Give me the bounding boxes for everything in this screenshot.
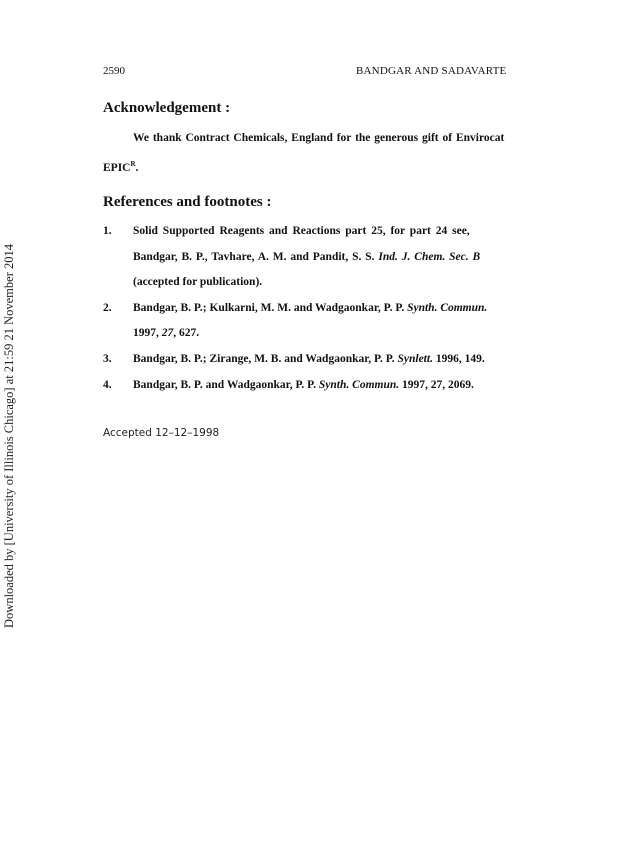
reference-1-line-2	[133, 251, 480, 263]
reference-4-pages: , 27, 2069.	[425, 379, 474, 391]
reference-1-number: 1.	[103, 225, 112, 237]
reference-2-authors: Bandgar, B. P.; Kulkarni, M. M. and Wadgaonkar, P. P.	[133, 302, 408, 314]
acknowledgement-product: EPIC	[103, 161, 131, 174]
reference-2-line-1	[133, 302, 487, 314]
reference-2-line-2	[133, 327, 199, 339]
reference-1-line-1: Solid Supported Reagents and Reactions part 25, for part 24 see,	[133, 225, 470, 237]
registered-mark: R	[130, 160, 136, 168]
accepted-date: Accepted 12–12–1998	[103, 427, 220, 439]
reference-2-separator: ,	[156, 327, 162, 339]
reference-4-journal: Synth. Commun.	[318, 379, 400, 391]
reference-4-number: 4.	[103, 379, 112, 391]
acknowledgement-line-1: We thank Contract Chemicals, England for the generous gift of Envirocat	[133, 132, 505, 144]
reference-2-pages: , 627.	[173, 327, 200, 339]
reference-2-volume: 27	[161, 327, 174, 339]
reference-3-line	[133, 353, 485, 365]
reference-2-journal: Synth. Commun.	[407, 302, 488, 314]
acknowledgement-period: .	[135, 161, 139, 174]
reference-1-line-3: (accepted for publication).	[133, 276, 263, 288]
reference-3-authors: Bandgar, B. P.; Zirange, M. B. and Wadgaonkar, P. P.	[133, 353, 398, 365]
acknowledgement-heading: Acknowledgement :	[103, 100, 231, 116]
reference-1-journal: Ind. J. Chem. Sec. B	[378, 251, 481, 263]
download-watermark: Downloaded by [University of Illinois Chicago] at 21:59 21 November 2014	[2, 244, 16, 628]
references-heading: References and footnotes :	[103, 194, 272, 210]
reference-2-year: 1997	[133, 327, 156, 339]
reference-3-number: 3.	[103, 353, 112, 365]
reference-2-number: 2.	[103, 302, 112, 314]
reference-4-line	[133, 379, 474, 391]
reference-3-year: 1996	[432, 353, 459, 365]
acknowledgement-line-2	[103, 160, 138, 174]
reference-3-journal: Synlett.	[397, 353, 433, 365]
reference-4-authors: Bandgar, B. P. and Wadgaonkar, P. P.	[133, 379, 319, 391]
running-title: BANDGAR AND SADAVARTE	[356, 65, 507, 77]
page-number: 2590	[103, 65, 125, 77]
reference-1-authors: Bandgar, B. P., Tavhare, A. M. and Pandit, S. S.	[133, 251, 379, 263]
reference-3-pages: , 149.	[458, 353, 485, 365]
reference-4-year: 1997	[399, 379, 425, 391]
